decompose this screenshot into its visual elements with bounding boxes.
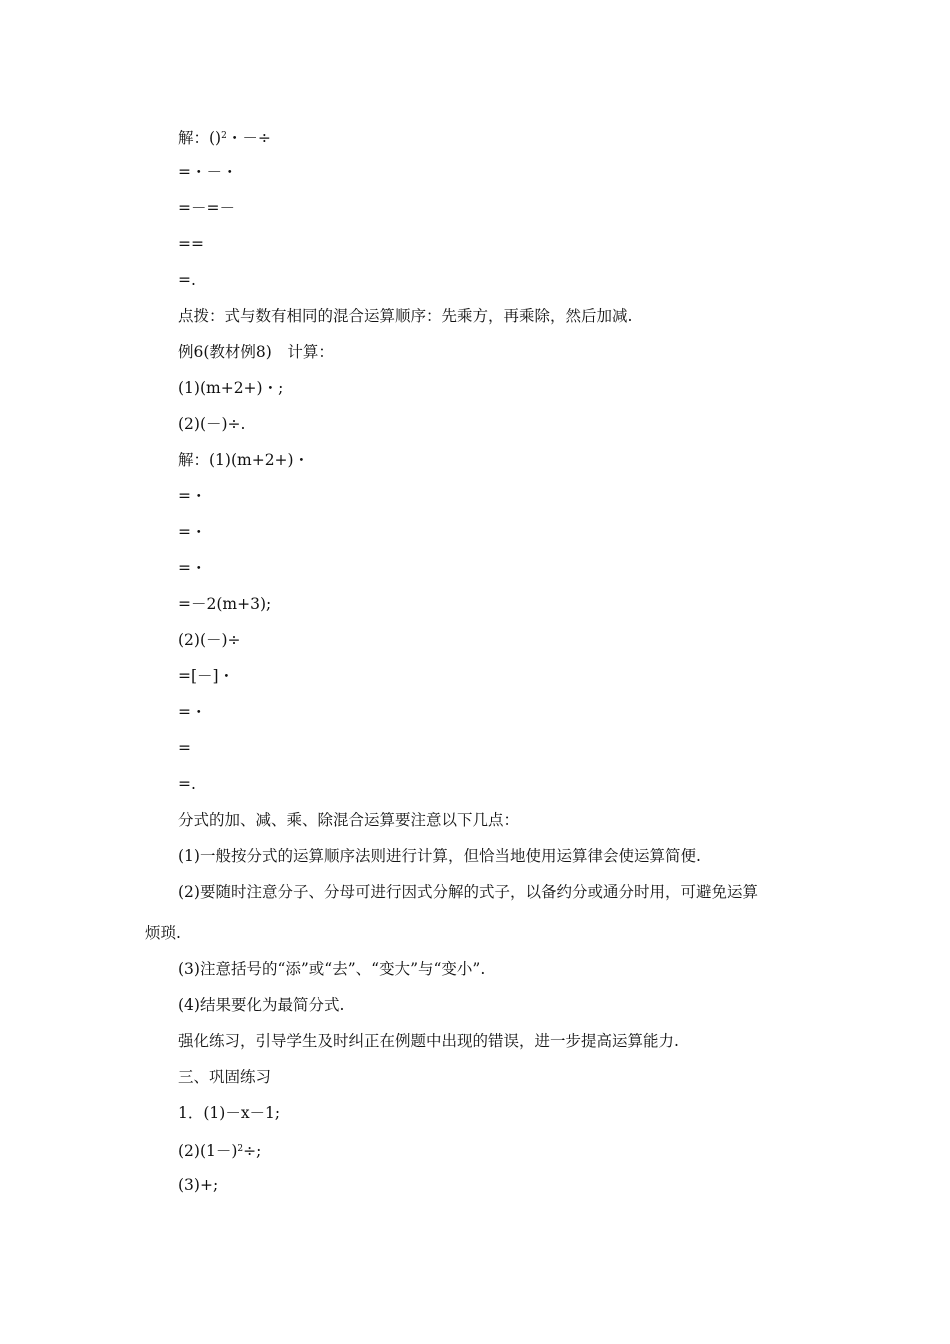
equation-line: = <box>178 739 191 757</box>
note-item: (1)一般按分式的运算顺序法则进行计算，但恰当地使用运算律会使运算简便. <box>178 847 701 865</box>
practice-paragraph: 强化练习，引导学生及时纠正在例题中出现的错误，进一步提高运算能力. <box>178 1032 679 1050</box>
problem-line: (1)(m+2+)・; <box>178 379 284 397</box>
solution-line-1-suffix: ・－÷ <box>226 129 271 147</box>
equation-line: =・ <box>178 487 207 505</box>
exponent: 2 <box>221 131 227 141</box>
equation-line: =[－]・ <box>178 667 235 685</box>
equation-line: =－=－ <box>178 199 235 217</box>
equation-line: =. <box>178 271 196 289</box>
exponent: 2 <box>237 1144 244 1154</box>
notes-heading: 分式的加、减、乘、除混合运算要注意以下几点： <box>178 811 520 829</box>
example-heading: 例6(教材例8) 计算： <box>178 343 334 361</box>
hint-paragraph: 点拨：式与数有相同的混合运算顺序：先乘方，再乘除，然后加减. <box>178 307 633 325</box>
note-item-continuation: 烦琐. <box>145 924 181 942</box>
exercise-2-suffix: ÷; <box>243 1142 262 1160</box>
exercise-line <box>178 1139 261 1161</box>
exercise-line: (3)+; <box>178 1176 219 1194</box>
equation-line: =・ <box>178 559 207 577</box>
section-heading: 三、巩固练习 <box>178 1068 272 1086</box>
equation-line: =・ <box>178 523 207 541</box>
note-item: (2)要随时注意分子、分母可进行因式分解的式子，以备约分或通分时用，可避免运算 <box>178 883 758 901</box>
solution-line: (2)(－)÷ <box>178 631 241 649</box>
exercise-line: 1．(1)－x－1; <box>178 1104 281 1122</box>
solution-line-1 <box>178 126 271 148</box>
equation-line: =・－・ <box>178 163 238 181</box>
exercise-2-prefix: (2)(1－) <box>178 1142 238 1160</box>
note-item: (3)注意括号的“添”或“去”、“变大”与“变小”. <box>178 960 486 978</box>
problem-line: (2)(－)÷. <box>178 415 246 433</box>
equation-line: =－2(m+3); <box>178 595 272 613</box>
note-item: (4)结果要化为最简分式. <box>178 996 345 1014</box>
equation-line: =. <box>178 775 196 793</box>
equation-line: =・ <box>178 703 207 721</box>
equation-line: == <box>178 235 204 253</box>
solution-line: 解：(1)(m+2+)・ <box>178 451 310 469</box>
solution-line-1-prefix: 解：() <box>178 129 222 147</box>
